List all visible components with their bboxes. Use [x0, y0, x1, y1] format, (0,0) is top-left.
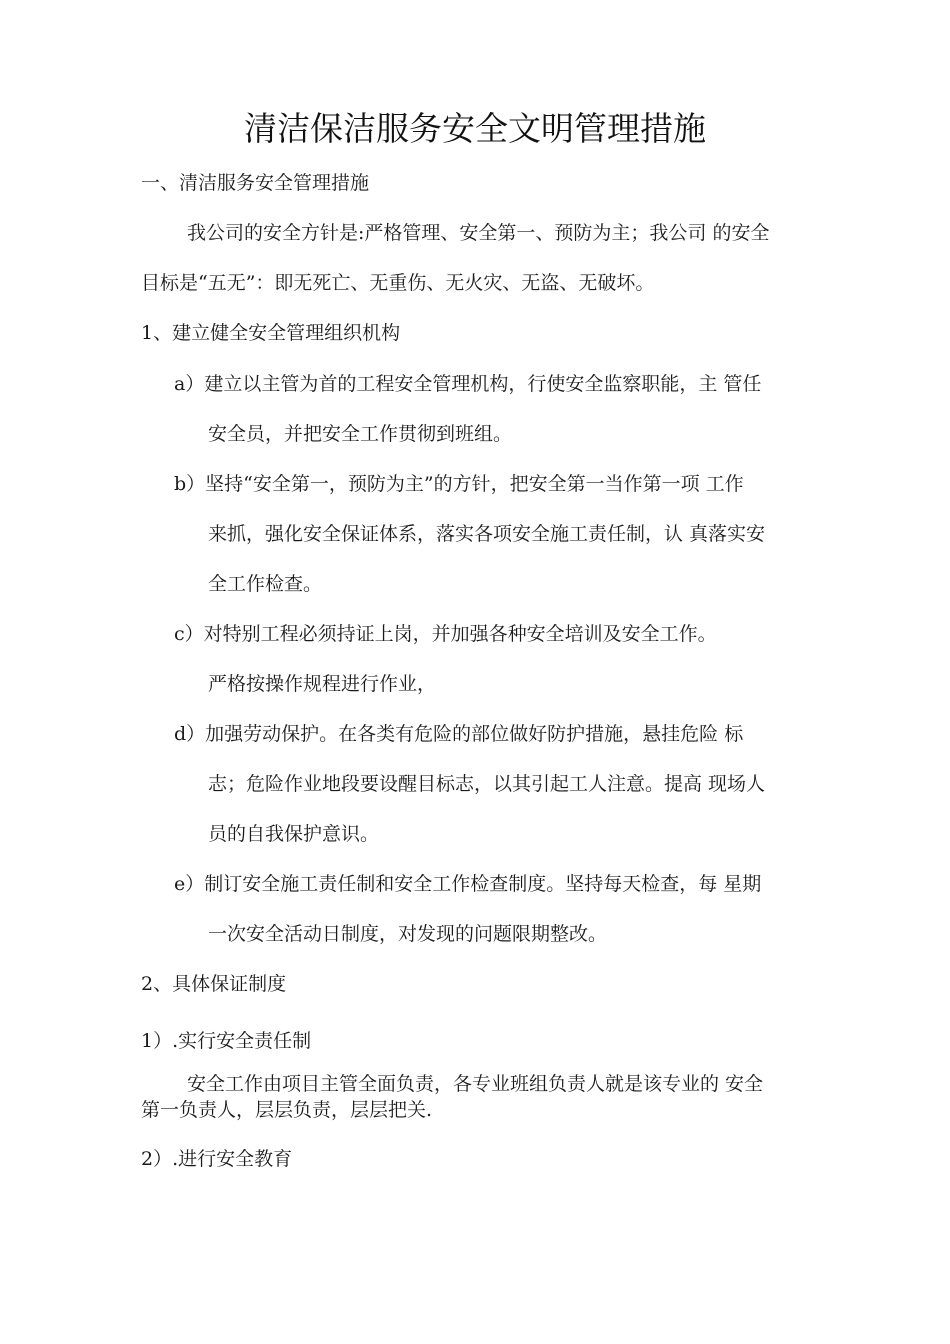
part-heading: 1）.实行安全责任制 [141, 1030, 312, 1052]
subsection-heading: 2、具体保证制度 [141, 973, 287, 995]
document-title: 清洁保洁服务安全文明管理措施 [244, 109, 706, 148]
intro-paragraph-line: 我公司的安全方针是:严格管理、安全第一、预防为主；我公司 的安全 [187, 222, 770, 244]
subsection-heading: 1、建立健全安全管理组织机构 [141, 322, 401, 344]
part-paragraph-line: 安全工作由项目主管全面负责，各专业班组负责人就是该专业的 安全 [187, 1073, 764, 1095]
list-item-b-line: b）坚持“安全第一，预防为主”的方针，把安全第一当作第一项 工作 [174, 473, 744, 495]
intro-paragraph-line: 目标是“五无”：即无死亡、无重伤、无火灾、无盗、无破坏。 [141, 272, 655, 294]
list-item-c-line: c）对特别工程必须持证上岗，并加强各种安全培训及安全工作。 [174, 623, 717, 645]
part-heading: 2）.进行安全教育 [141, 1148, 293, 1170]
list-item-a-line: a）建立以主管为首的工程安全管理机构，行使安全监察职能，主 管任 [174, 373, 762, 395]
section-heading: 一、清洁服务安全管理措施 [141, 172, 370, 194]
list-item-e-line: 一次安全活动日制度，对发现的问题限期整改。 [208, 923, 608, 945]
list-item-d-line: d）加强劳动保护。在各类有危险的部位做好防护措施，悬挂危险 标 [174, 723, 744, 745]
list-item-b-line: 全工作检查。 [208, 573, 323, 595]
list-item-d-line: 志；危险作业地段要设醒目标志，以其引起工人注意。提高 现场人 [208, 773, 766, 795]
list-item-e-line: e）制订安全施工责任制和安全工作检查制度。坚持每天检查，每 星期 [174, 873, 762, 895]
list-item-b-line: 来抓，强化安全保证体系，落实各项安全施工责任制，认 真落实安 [208, 523, 766, 545]
list-item-d-line: 员的自我保护意识。 [208, 823, 380, 845]
list-item-a-line: 安全员，并把安全工作贯彻到班组。 [208, 423, 513, 445]
part-paragraph-line: 第一负责人，层层负责，层层把关. [141, 1099, 433, 1121]
list-item-c-line: 严格按操作规程进行作业， [208, 673, 437, 695]
